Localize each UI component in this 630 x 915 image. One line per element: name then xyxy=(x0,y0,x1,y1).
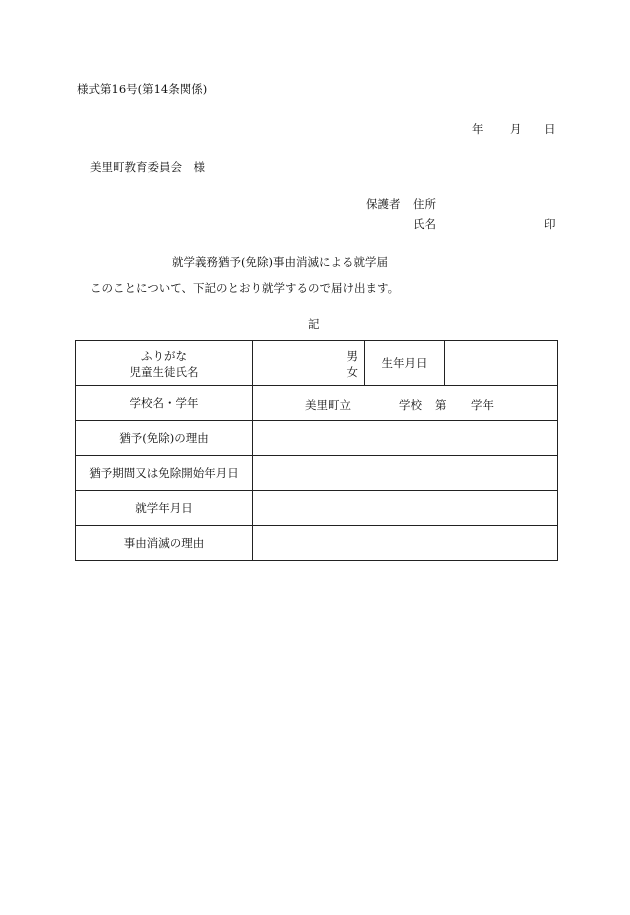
period-label: 猶予期間又は免除開始年月日 xyxy=(76,456,253,491)
furigana-label: ふりがな xyxy=(141,349,187,363)
period-field[interactable] xyxy=(253,456,558,491)
addressee: 美里町教育委員会 様 xyxy=(90,160,205,174)
student-name-label: 児童生徒氏名 xyxy=(129,365,199,379)
table-row xyxy=(76,526,558,561)
school-field[interactable] xyxy=(253,386,558,421)
name-label: 氏名 xyxy=(413,217,436,231)
date-day-label: 日 xyxy=(544,122,556,136)
form-number: 様式第16号(第14条関係) xyxy=(77,82,208,96)
address-label: 住所 xyxy=(413,197,436,211)
table-row xyxy=(76,421,558,456)
grade-prefix-label: 第 xyxy=(435,398,447,412)
seal-label: 印 xyxy=(544,217,556,231)
school-town-label: 美里町立 xyxy=(305,398,351,412)
male-label: 男 xyxy=(346,349,358,363)
female-label: 女 xyxy=(346,365,358,379)
ki-heading: 記 xyxy=(308,317,320,331)
table-row xyxy=(76,491,558,526)
extinction-reason-label: 事由消滅の理由 xyxy=(76,526,253,561)
extinction-reason-field[interactable] xyxy=(253,526,558,561)
table-row xyxy=(76,341,558,386)
birthdate-label: 生年月日 xyxy=(365,341,445,386)
birthdate-field[interactable] xyxy=(445,341,558,386)
student-name-label-cell xyxy=(76,341,253,386)
intro-text: このことについて、下記のとおり就学するので届け出ます。 xyxy=(90,281,400,295)
entry-date-label: 就学年月日 xyxy=(76,491,253,526)
table-row xyxy=(76,386,558,421)
document-title: 就学義務猶予(免除)事由消滅による就学届 xyxy=(172,255,388,269)
grade-suffix-label: 学年 xyxy=(471,398,494,412)
registration-table xyxy=(75,340,558,561)
school-label: 学校名・学年 xyxy=(76,386,253,421)
table-row xyxy=(76,456,558,491)
entry-date-field[interactable] xyxy=(253,491,558,526)
date-year-label: 年 xyxy=(472,122,484,136)
reason-label: 猶予(免除)の理由 xyxy=(76,421,253,456)
guardian-label: 保護者 xyxy=(366,197,401,211)
student-name-field[interactable] xyxy=(253,341,365,386)
reason-field[interactable] xyxy=(253,421,558,456)
school-suffix-label: 学校 xyxy=(399,398,422,412)
date-month-label: 月 xyxy=(510,122,522,136)
